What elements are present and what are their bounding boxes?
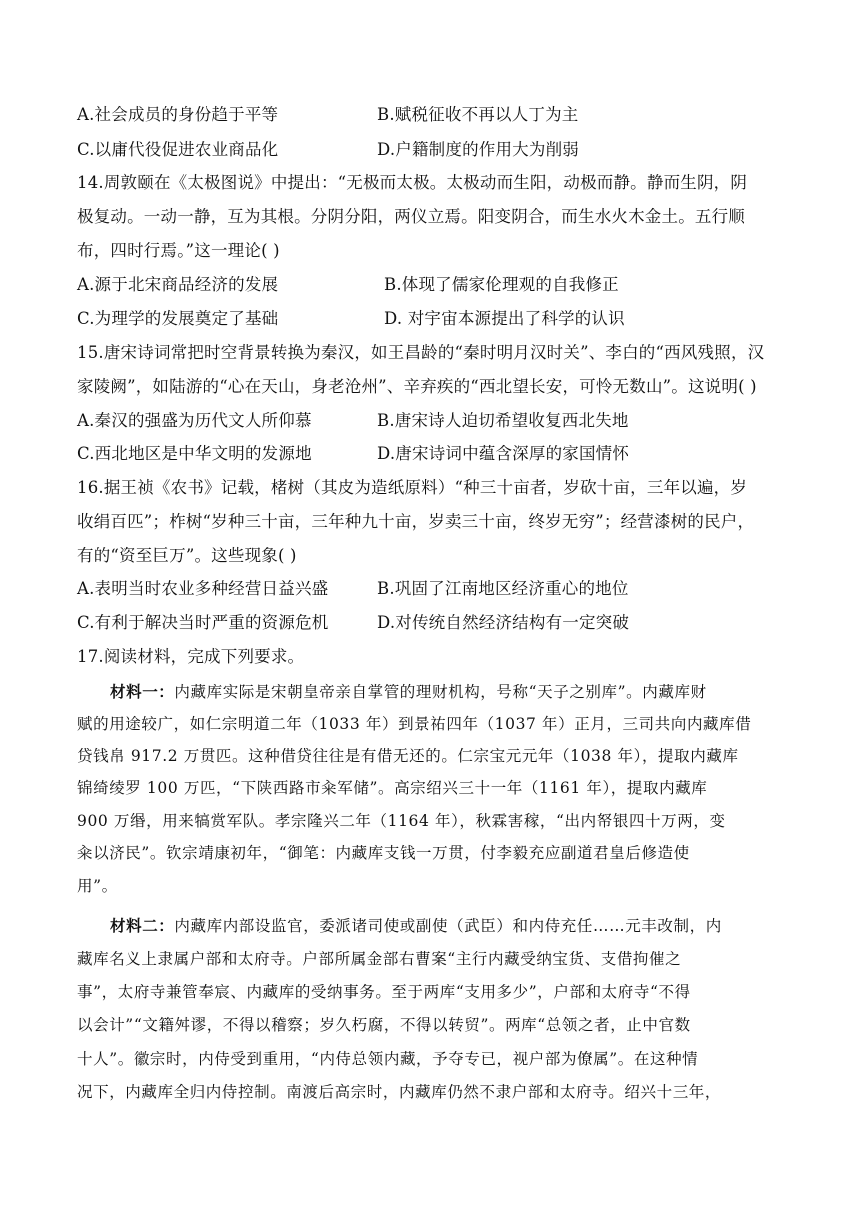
q14-options-row2 [77,308,787,330]
material-1-line3: 贷钱帛 917.2 万贯匹。这种借贷往往是有借无还的。仁宗宝元元年（1038 年），提取内藏库 [77,747,739,765]
material-2-text: 内藏库内部设监官，委派诸司使或副使（武臣）和内侍充任……元丰改制，内 [174,917,722,935]
q14-option-a: A.源于北宋商品经济的发展 [77,275,279,294]
material-1-line2: 赋的用途较广，如仁宗明道二年（1033 年）到景祐四年（1037 年）正月，三司共向内藏库借 [77,715,752,733]
material-2-line6: 况下，内藏库全归内侍控制。南渡后高宗时，内藏库仍然不隶户部和太府寺。绍兴十三年， [77,1083,722,1101]
q13-options-row1 [77,104,787,126]
q14-options-row1 [77,274,787,296]
material-2-line1 [110,915,820,937]
q15-stem-line1: 15.唐宋诗词常把时空背景转换为秦汉，如王昌龄的“秦时明月汉时关”、李白的“西风残照，汉 [77,343,765,362]
q14-stem-line1: 14.周敦颐在《太极图说》中提出：“无极而太极。太极动而生阳，动极而静。静而生阴，阴 [77,173,748,192]
q16-stem-line2: 收绢百匹”；柞树“岁种三十亩，三年种九十亩，岁卖三十亩，终岁无穷”；经营漆树的民户， [77,512,755,531]
q15-option-c: C.西北地区是中华文明的发源地 [77,444,312,463]
material-2-line2: 藏库名义上隶属户部和太府寺。户部所属金部右曹案“主行内藏受纳宝货、支借拘催之 [77,950,682,968]
material-2-line5: 十人”。徽宗时，内侍受到重用，“内侍总领内藏，予夺专已，视户部为僚属”。在这种情 [77,1050,699,1068]
q14-option-b: B.体现了儒家伦理观的自我修正 [384,275,619,294]
q15-option-a: A.秦汉的强盛为历代文人所仰慕 [77,411,312,430]
q13-option-b: B.赋税征收不再以人丁为主 [377,105,579,124]
q13-option-c: C.以庸代役促进农业商品化 [77,140,279,159]
material-1-line7: 用”。 [77,877,118,895]
q16-option-b: B.巩固了江南地区经济重心的地位 [377,579,629,598]
q13-options-row2 [77,139,787,161]
material-2-label: 材料二： [110,916,175,935]
q16-options-row1 [77,578,787,600]
q13-option-a: A.社会成员的身份趋于平等 [77,105,279,124]
material-2-line4: 以会计”“文籍舛谬，不得以稽察；岁久朽腐，不得以转贸”。两库“总领之者，止中官数 [77,1016,691,1034]
q14-option-c: C.为理学的发展奠定了基础 [77,309,279,328]
material-1-line1 [110,681,820,703]
q16-options-row2 [77,612,787,634]
q16-option-c: C.有利于解决当时严重的资源危机 [77,613,329,632]
q16-option-a: A.表明当时农业多种经营日益兴盛 [77,579,329,598]
q15-options-row1 [77,410,787,432]
q16-stem-line1: 16.据王祯《农书》记载，楮树（其皮为造纸原料）“种三十亩者，岁砍十亩，三年以遍，岁 [77,478,748,497]
material-1-line5: 900 万缗，用来犒赏军队。孝宗隆兴二年（1164 年），秋霖害稼，“出内帑银四十万两，变 [77,812,726,830]
q14-option-d: D. 对宇宙本源提出了科学的认识 [384,309,625,328]
material-1-line4: 锦绮绫罗 100 万匹，“下陕西路市籴军储”。高宗绍兴三十一年（1161 年），提取内藏库 [77,779,708,797]
q16-stem-line3: 有的“资至巨万”。这些现象( ) [77,546,297,565]
q16-option-d: D.对传统自然经济结构有一定突破 [377,613,630,632]
q15-stem-line2: 家陵阙”，如陆游的“心在天山，身老沧州”、辛弃疾的“西北望长安，可怜无数山”。这说明( ) [77,377,757,396]
material-2-line3: 事”，太府寺兼管奉宸、内藏库的受纳事务。至于两库“支用多少”，户部和太府寺“不得 [77,983,691,1001]
q14-stem-line3: 布，四时行焉。”这一理论( ) [77,241,280,260]
q15-options-row2 [77,443,787,465]
material-1-line6: 籴以济民”。钦宗靖康初年，“御笔：内藏库支钱一万贯，付李毅充应副道君皇后修造使 [77,844,690,862]
q13-option-d: D.户籍制度的作用大为削弱 [377,140,579,159]
q15-option-d: D.唐宋诗词中蕴含深厚的家国情怀 [377,444,630,463]
material-1-label: 材料一： [110,682,175,701]
q14-stem-line2: 极复动。一动一静，互为其根。分阴分阳，两仪立焉。阳变阴合，而生水火木金土。五行顺 [77,207,745,226]
q17-intro: 17.阅读材料，完成下列要求。 [77,647,305,666]
q15-option-b: B.唐宋诗人迫切希望收复西北失地 [377,411,629,430]
material-1-text: 内藏库实际是宋朝皇帝亲自掌管的理财机构，号称“天子之别库”。内藏库财 [174,683,707,701]
